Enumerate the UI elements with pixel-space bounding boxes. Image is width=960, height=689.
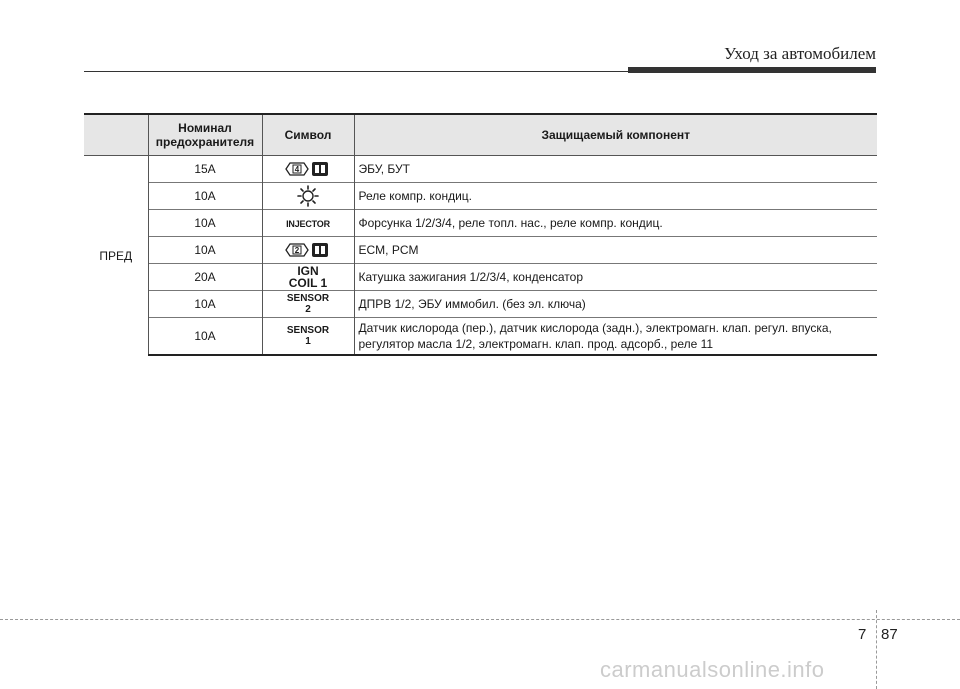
- table-row: [84, 318, 877, 356]
- table-header-row: [84, 114, 877, 156]
- fuse-rating: 10A: [148, 183, 262, 210]
- protected-component: ДПРВ 1/2, ЭБУ иммобил. (без эл. ключа): [354, 291, 877, 318]
- fuse-rating: 10A: [148, 318, 262, 356]
- fuse-symbol: [262, 183, 354, 210]
- table-row: [84, 237, 877, 264]
- table-row: [84, 291, 877, 318]
- symbol-text-sensor-1: [287, 325, 329, 347]
- fuse-symbol: [262, 318, 354, 356]
- fuse-location-cell: ПРЕД: [84, 156, 148, 356]
- column-header-rating: Номинал предохранителя: [148, 114, 262, 156]
- fuse-table: [84, 113, 877, 356]
- protected-component: [354, 318, 877, 356]
- symbol-line: 1: [305, 336, 311, 347]
- fuse-symbol: [262, 210, 354, 237]
- battery-digit: 4: [294, 165, 300, 174]
- table-row: [84, 210, 877, 237]
- symbol-line: SENSOR: [286, 325, 330, 336]
- fuse-rating: 15A: [148, 156, 262, 183]
- symbol-text-sensor-2: [287, 293, 329, 315]
- table-row: [84, 183, 877, 210]
- header-rule-accent: [628, 67, 876, 73]
- battery-2-icon: [284, 241, 332, 259]
- fuse-symbol: [262, 156, 354, 183]
- fuse-rating: 20A: [148, 264, 262, 291]
- footer-crop-line-vertical: [876, 610, 877, 689]
- table-row: [84, 156, 877, 183]
- column-header-symbol: Символ: [262, 114, 354, 156]
- header-rule: [84, 71, 628, 72]
- fuse-rating: 10A: [148, 237, 262, 264]
- footer-crop-line: [0, 619, 960, 620]
- component-line: регулятор масла 1/2, электромагн. клап. прод. адсорб., реле 11: [358, 337, 714, 351]
- column-header-component: Защищаемый компонент: [354, 114, 877, 156]
- symbol-line: 2: [305, 304, 311, 315]
- protected-component: Реле компр. кондиц.: [354, 183, 877, 210]
- fuse-table-container: [84, 113, 877, 356]
- symbol-text-ign: [289, 265, 327, 289]
- page-number: 87: [881, 626, 898, 643]
- page-header-title: Уход за автомобилем: [724, 44, 876, 63]
- battery-digit: 2: [294, 246, 300, 255]
- fuse-symbol: [262, 264, 354, 291]
- fuse-symbol: [262, 291, 354, 318]
- protected-component: ECM, PCM: [354, 237, 877, 264]
- symbol-line: COIL 1: [288, 275, 328, 290]
- column-header-location: [84, 114, 148, 156]
- fuse-rating: 10A: [148, 210, 262, 237]
- ac-snowflake-icon: [297, 185, 319, 207]
- protected-component: ЭБУ, БУТ: [354, 156, 877, 183]
- battery-4-icon: [284, 160, 332, 178]
- symbol-line: IGN: [297, 263, 319, 278]
- watermark-text: carmanualsonline.info: [600, 657, 825, 682]
- protected-component: Форсунка 1/2/3/4, реле топл. нас., реле компр. кондиц.: [354, 210, 877, 237]
- symbol-line: SENSOR: [286, 293, 330, 304]
- fuse-symbol: [262, 237, 354, 264]
- table-row: [84, 264, 877, 291]
- symbol-text-injector: INJECTOR: [286, 219, 330, 229]
- component-line: Датчик кислорода (пер.), датчик кислорода (задн.), электромагн. клап. регул. впуска,: [358, 321, 832, 335]
- fuse-rating: 10A: [148, 291, 262, 318]
- protected-component: Катушка зажигания 1/2/3/4, конденсатор: [354, 264, 877, 291]
- chapter-number: 7: [858, 626, 867, 643]
